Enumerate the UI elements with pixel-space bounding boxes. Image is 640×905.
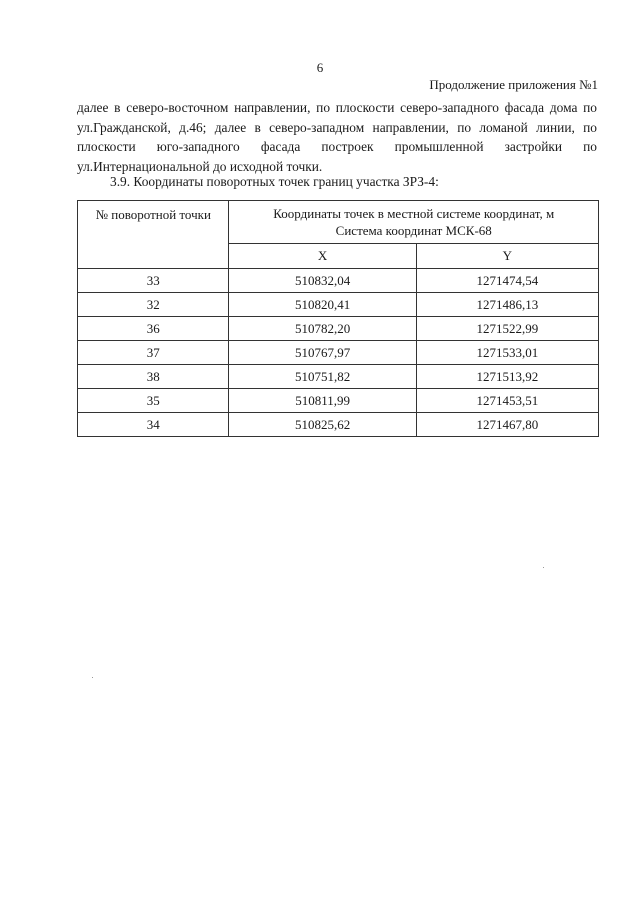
page-number: 6 bbox=[316, 60, 324, 75]
table-row bbox=[78, 413, 599, 437]
cell-x: 510820,41 bbox=[229, 293, 416, 317]
cell-y: 1271522,99 bbox=[416, 317, 598, 341]
cell-x: 510782,20 bbox=[229, 317, 416, 341]
cell-y: 1271533,01 bbox=[416, 341, 598, 365]
header-coordinate-system bbox=[229, 201, 599, 244]
cell-point: 37 bbox=[78, 341, 229, 365]
cell-x: 510751,82 bbox=[229, 365, 416, 389]
cell-x: 510825,62 bbox=[229, 413, 416, 437]
cell-y: 1271467,80 bbox=[416, 413, 598, 437]
appendix-note: Продолжение приложения №1 bbox=[429, 77, 598, 92]
header-coords-line2: Система координат МСК-68 bbox=[335, 223, 492, 238]
cell-x: 510832,04 bbox=[229, 269, 416, 293]
section-heading: 3.9. Координаты поворотных точек границ участка ЗРЗ-4: bbox=[110, 174, 439, 189]
cell-y: 1271474,54 bbox=[416, 269, 598, 293]
scan-speck bbox=[543, 567, 544, 568]
cell-point: 34 bbox=[78, 413, 229, 437]
body-paragraph: далее в северо-восточном направлении, по плоскости северо-западного фасада дома по ул.Гражданской, д.46; далее в северо-западном направлении, по ломаной линии, по плоскости юго-западного фасада построек промышленной застройки по ул.Интернациональной до исходной точки. bbox=[77, 100, 597, 174]
header-x: X bbox=[229, 244, 416, 269]
table-row bbox=[78, 317, 599, 341]
cell-point: 33 bbox=[78, 269, 229, 293]
header-y: Y bbox=[416, 244, 598, 269]
coordinates-table bbox=[77, 200, 599, 437]
scan-speck bbox=[92, 677, 93, 678]
header-point-number: № поворотной точки bbox=[78, 201, 229, 269]
cell-point: 36 bbox=[78, 317, 229, 341]
table-row bbox=[78, 341, 599, 365]
table-row bbox=[78, 365, 599, 389]
cell-y: 1271513,92 bbox=[416, 365, 598, 389]
table-header-row bbox=[78, 201, 599, 244]
table-row bbox=[78, 269, 599, 293]
cell-point: 35 bbox=[78, 389, 229, 413]
cell-point: 32 bbox=[78, 293, 229, 317]
table-row bbox=[78, 389, 599, 413]
cell-x: 510811,99 bbox=[229, 389, 416, 413]
cell-point: 38 bbox=[78, 365, 229, 389]
cell-y: 1271486,13 bbox=[416, 293, 598, 317]
header-coords-line1: Координаты точек в местной системе координат, м bbox=[273, 206, 555, 221]
cell-x: 510767,97 bbox=[229, 341, 416, 365]
table-row bbox=[78, 293, 599, 317]
cell-y: 1271453,51 bbox=[416, 389, 598, 413]
